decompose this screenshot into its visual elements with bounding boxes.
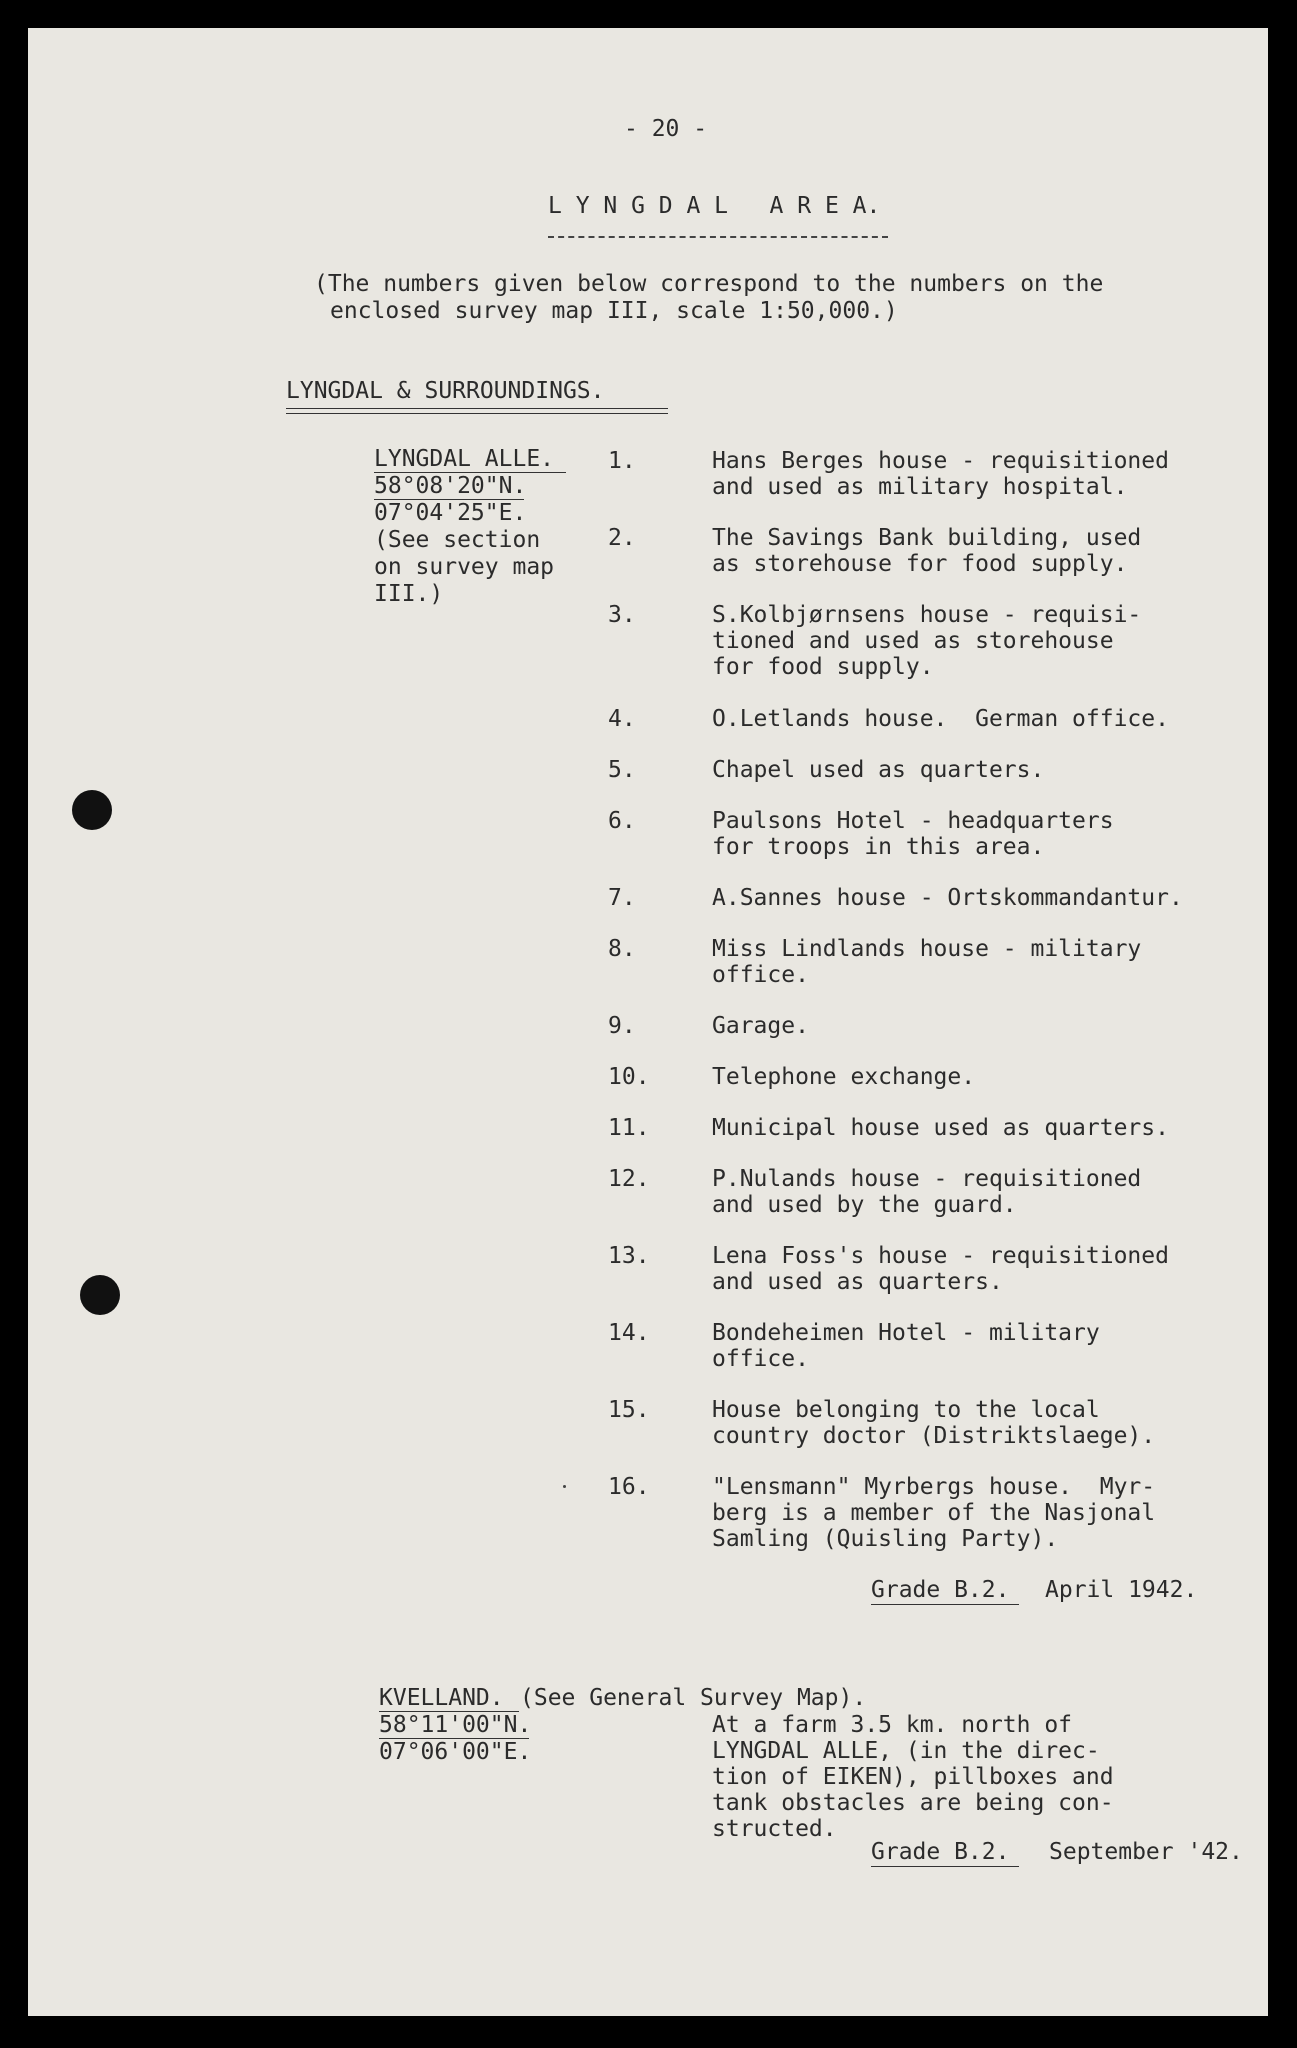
grade-2-date: September '42. [1049, 1839, 1243, 1865]
punch-hole-bottom [80, 1275, 120, 1315]
location-2-name: KVELLAND. [379, 1685, 504, 1711]
grade-date: April 1942. [1045, 1577, 1198, 1603]
map-note-line-1: (The numbers given below correspond to the numbers on the [314, 271, 1104, 297]
item-number: 14. [608, 1320, 650, 1346]
item-text: Bondeheimen Hotel - military office. [712, 1320, 1100, 1372]
page-number: - 20 - [624, 116, 708, 142]
item-text: Telephone exchange. [712, 1064, 976, 1090]
speck [563, 1485, 566, 1488]
location-latitude: 58°08'20"N. [374, 473, 527, 499]
grade-label-underline [871, 1604, 1019, 1605]
item-number: 4. [608, 706, 636, 732]
item-number: 10. [608, 1064, 650, 1090]
document-page [28, 28, 1268, 2016]
location-name: LYNGDAL ALLE. [374, 446, 555, 472]
item-number: 8. [608, 936, 636, 962]
item-text: Lena Foss's house - requisitioned and used as quarters. [712, 1243, 1169, 1295]
item-text: Chapel used as quarters. [712, 757, 1045, 783]
item-number: 5. [608, 757, 636, 783]
map-note-line-2: enclosed survey map III, scale 1:50,000.) [330, 298, 898, 324]
item-number: 3. [608, 602, 636, 628]
item-number: 1. [608, 448, 636, 474]
item-text: Paulsons Hotel - headquarters for troops in this area. [712, 808, 1114, 860]
punch-hole-top [72, 790, 112, 830]
grade-2-label-underline [871, 1866, 1019, 1867]
item-text: House belonging to the local country doctor (Distriktslaege). [712, 1397, 1156, 1449]
item-text: Hans Berges house - requisitioned and used as military hospital. [712, 448, 1169, 500]
location-note: (See section on survey map III.) [374, 527, 555, 607]
grade-label: Grade B.2. [871, 1577, 1010, 1603]
location-2-latitude: 58°11'00"N. [379, 1712, 532, 1738]
title-underline [548, 236, 888, 238]
item-text: S.Kolbjørnsens house - requisi- tioned and used as storehouse for food supply. [712, 602, 1142, 680]
item-number: 7. [608, 885, 636, 911]
item-text: Miss Lindlands house - military office. [712, 936, 1142, 988]
item-number: 2. [608, 525, 636, 551]
grade-2-label: Grade B.2. [871, 1839, 1010, 1865]
item-text: "Lensmann" Myrbergs house. Myr- berg is a member of the Nasjonal Samling (Quisling Party). [712, 1474, 1156, 1552]
item-number: 13. [608, 1243, 650, 1269]
location-2-reference: (See General Survey Map). [520, 1685, 867, 1711]
location-2-longitude: 07°06'00"E. [379, 1739, 532, 1765]
item-text: Municipal house used as quarters. [712, 1115, 1169, 1141]
item-text: O.Letlands house. German office. [712, 706, 1169, 732]
item-text: Garage. [712, 1013, 809, 1039]
item-number: 16. [608, 1474, 650, 1500]
section-heading: LYNGDAL & SURROUNDINGS. [286, 378, 605, 404]
item-number: 9. [608, 1013, 636, 1039]
location-longitude: 07°04'25"E. [374, 500, 527, 526]
item-number: 6. [608, 808, 636, 834]
item-text: The Savings Bank building, used as storehouse for food supply. [712, 525, 1142, 577]
item-text: A.Sannes house - Ortskommandantur. [712, 885, 1183, 911]
item-number: 12. [608, 1166, 650, 1192]
item-number: 11. [608, 1115, 650, 1141]
location-2-text: At a farm 3.5 km. north of LYNGDAL ALLE, (in the direc- tion of EIKEN), pillboxes and tank obstacles are being con- structed. [712, 1712, 1114, 1842]
section-heading-underline [286, 408, 668, 414]
item-text: P.Nulands house - requisitioned and used by the guard. [712, 1166, 1142, 1218]
item-number: 15. [608, 1397, 650, 1423]
page-title: L Y N G D A L A R E A. [548, 193, 881, 219]
